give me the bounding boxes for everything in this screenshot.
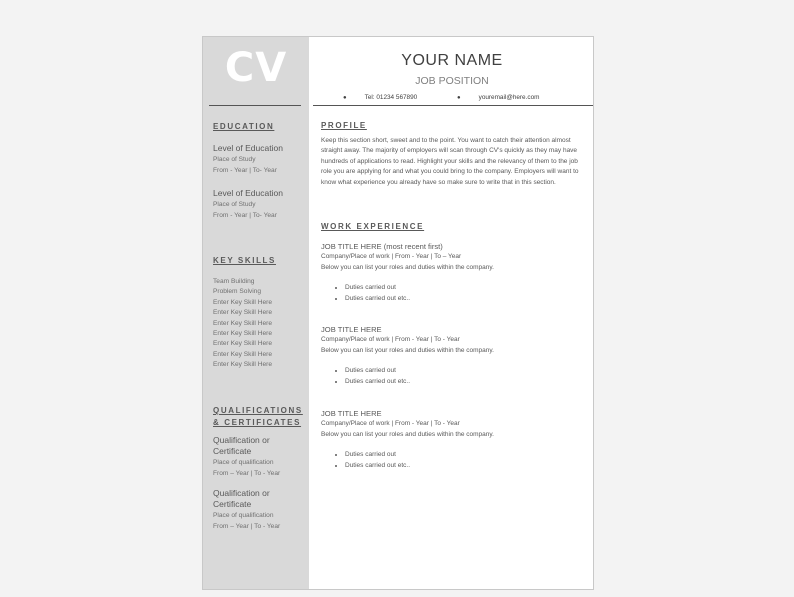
education-level: Level of Education bbox=[213, 143, 283, 153]
education-place: Place of Study bbox=[213, 156, 256, 163]
qualification-title: Qualification or bbox=[213, 488, 270, 498]
job-company: Company/Place of work | From - Year | To - Year bbox=[321, 420, 460, 427]
duty-item: • Duties carried out bbox=[345, 365, 587, 376]
skills-heading: KEY SKILLS bbox=[213, 256, 276, 265]
qualification-title-line2: Certificate bbox=[213, 446, 252, 456]
education-entry bbox=[213, 143, 305, 176]
job-title: JOB TITLE HERE (most recent first) bbox=[321, 242, 443, 251]
skill-item: Enter Key Skill Here bbox=[213, 309, 272, 317]
qualification-place: Place of qualification bbox=[213, 459, 274, 466]
qualification-dates: From – Year | To - Year bbox=[213, 523, 281, 530]
cv-logo: CV bbox=[224, 45, 288, 91]
main-content bbox=[309, 37, 594, 589]
profile-heading: PROFILE bbox=[321, 121, 367, 130]
skill-item: Enter Key Skill Here bbox=[213, 319, 272, 327]
skill-item: Enter Key Skill Here bbox=[213, 350, 272, 358]
phone-text: Tel: 01234 567890 bbox=[364, 94, 418, 101]
header-divider bbox=[313, 105, 593, 106]
profile-text: Keep this section short, sweet and to the point. You want to catch their attention almost straight away. The majority of employers will scan through CV's quickly as they may have hundreds of applications to read. Highlight your skills and the relevancy of them to the job role you are applying for and what you could bring to the company. Employers will want to know what experience you already have so make sure to write that in this section. bbox=[321, 137, 579, 186]
skills-list bbox=[213, 277, 305, 371]
duties-list bbox=[321, 365, 587, 387]
job-entry bbox=[321, 408, 587, 471]
qualifications-heading: QUALIFICATIONS bbox=[213, 406, 303, 415]
education-dates: From - Year | To- Year bbox=[213, 212, 277, 219]
education-dates: From - Year | To- Year bbox=[213, 167, 277, 174]
job-description: Below you can list your roles and duties within the company. bbox=[321, 346, 494, 354]
qualification-place: Place of qualification bbox=[213, 512, 274, 519]
bullet-icon: ● bbox=[457, 95, 461, 101]
job-company: Company/Place of work | From - Year | To - Year bbox=[321, 336, 460, 343]
duties-list bbox=[321, 282, 587, 304]
qualification-title-line2: Certificate bbox=[213, 499, 252, 509]
job-title: JOB TITLE HERE bbox=[321, 325, 382, 334]
skill-item: Enter Key Skill Here bbox=[213, 361, 272, 369]
job-entry bbox=[321, 241, 587, 304]
skill-item: Enter Key Skill Here bbox=[213, 340, 272, 348]
job-entry bbox=[321, 324, 587, 387]
sidebar-divider bbox=[209, 105, 301, 106]
qualification-entry bbox=[213, 488, 305, 532]
duty-item: • Duties carried out etc.. bbox=[345, 460, 587, 471]
qualifications-heading-line2: & CERTIFICATES bbox=[213, 418, 302, 427]
email-contact bbox=[457, 94, 539, 101]
education-place: Place of Study bbox=[213, 201, 256, 208]
sidebar bbox=[203, 37, 309, 589]
job-position: JOB POSITION bbox=[415, 75, 489, 87]
cv-document bbox=[202, 36, 594, 590]
email-text: youremail@here.com bbox=[478, 94, 540, 101]
education-entry bbox=[213, 188, 305, 221]
duty-item: • Duties carried out etc.. bbox=[345, 376, 587, 387]
duty-item: • Duties carried out bbox=[345, 282, 587, 293]
skills-section bbox=[213, 255, 305, 371]
job-title: JOB TITLE HERE bbox=[321, 409, 382, 418]
education-section bbox=[213, 121, 305, 221]
education-level: Level of Education bbox=[213, 188, 283, 198]
job-description: Below you can list your roles and duties within the company. bbox=[321, 430, 494, 438]
skill-item: Team Building bbox=[213, 278, 255, 285]
skill-item: Enter Key Skill Here bbox=[213, 298, 272, 306]
skill-item: Problem Solving bbox=[213, 288, 262, 296]
education-heading: EDUCATION bbox=[213, 122, 275, 131]
duty-item: • Duties carried out etc.. bbox=[345, 293, 587, 304]
duty-item: • Duties carried out bbox=[345, 449, 587, 460]
qualification-dates: From – Year | To - Year bbox=[213, 470, 281, 477]
job-company: Company/Place of work | From - Year | To – Year bbox=[321, 253, 462, 260]
name-heading: YOUR NAME bbox=[401, 52, 503, 69]
experience-heading: WORK EXPERIENCE bbox=[321, 222, 425, 231]
job-description: Below you can list your roles and duties within the company. bbox=[321, 263, 494, 271]
qualification-entry bbox=[213, 435, 305, 479]
bullet-icon: ● bbox=[343, 95, 347, 101]
qualifications-section bbox=[213, 405, 305, 532]
duties-list bbox=[321, 449, 587, 471]
phone-contact bbox=[343, 94, 417, 101]
skill-item: Enter Key Skill Here bbox=[213, 330, 272, 338]
qualification-title: Qualification or bbox=[213, 435, 270, 445]
